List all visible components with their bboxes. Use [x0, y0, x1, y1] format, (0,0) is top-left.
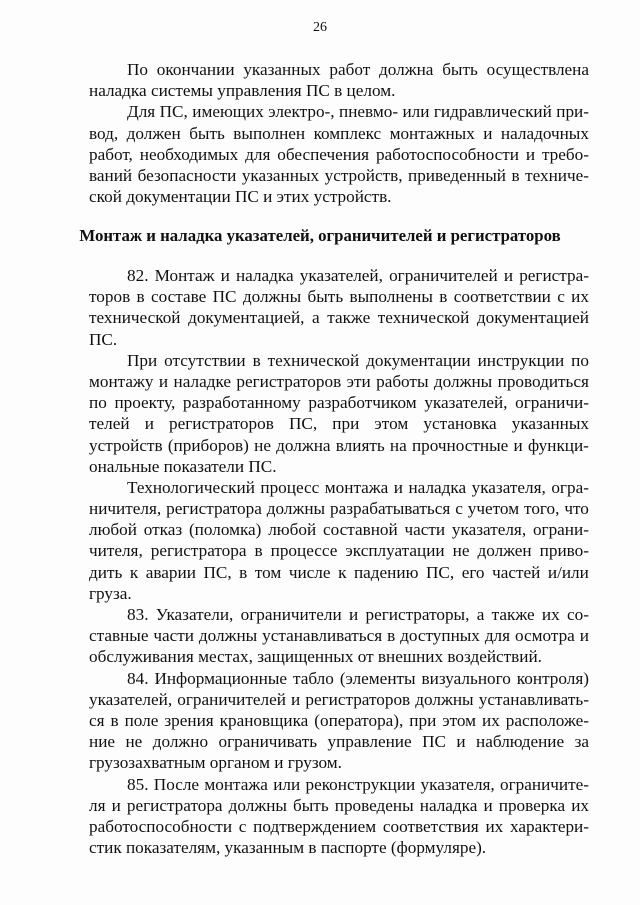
text-line: чителя, регистратора в процессе эксплуатации не должен приво- — [89, 541, 589, 561]
page-number: 26 — [313, 20, 327, 35]
text-line: указателей, ограничителей и регистраторов должны устанавливать- — [89, 689, 589, 709]
text-line: ваний безопасности указанных устройств, приведенный в техниче- — [89, 165, 589, 185]
text-line: 82. Монтаж и наладка указателей, ограничителей и регистра- — [127, 266, 589, 285]
text-line: По окончании указанных работ должна быть осуществлена — [127, 60, 589, 79]
section-heading: Монтаж и наладка указателей, ограничителей и регистраторов — [79, 226, 561, 245]
text-line: работоспособности с подтверждением соответствия их характери- — [89, 816, 589, 836]
text-line: наладка системы управления ПС в целом. — [89, 81, 396, 101]
text-line: ние не должно ограничивать управление ПС и наблюдение за — [89, 732, 589, 752]
text-line: ся в поле зрения крановщика (оператора), при этом их расположе- — [89, 710, 589, 730]
intro-paragraphs — [89, 59, 589, 207]
text-line: вод, должен быть выполнен комплекс монтажных и наладочных — [89, 123, 589, 143]
text-line: груза. — [89, 583, 132, 603]
body-paragraphs — [89, 265, 589, 858]
text-line: устройств (приборов) не должна влиять на прочностные и функци- — [89, 435, 589, 455]
text-line: ской документации ПС и этих устройств. — [89, 187, 392, 207]
text-line: ПС. — [89, 329, 118, 349]
text-line: торов в составе ПС должны быть выполнены в соответствии с их — [89, 287, 589, 307]
text-line: 85. После монтажа или реконструкции указателя, ограничите- — [127, 774, 589, 794]
text-line: ональные показатели ПС. — [89, 456, 277, 476]
text-line: обслуживания местах, защищенных от внешних воздействий. — [89, 647, 542, 667]
text-line: стик показателям, указанным в паспорте (формуляре). — [89, 838, 487, 858]
text-line: ничителя, регистратора должны разрабатываться с учетом того, что — [89, 499, 589, 519]
text-line: телей и регистраторов ПС, при этом установка указанных — [89, 414, 589, 434]
text-line: 83. Указатели, ограничители и регистраторы, а также их со- — [127, 605, 589, 624]
text-line: Технологический процесс монтажа и наладка указателя, огра- — [127, 477, 589, 497]
text-line: дить к аварии ПС, в том числе к падению ПС, его частей и/или — [89, 562, 589, 582]
text-line: технической документацией, а также технической документацией — [89, 308, 589, 328]
text-line: грузозахватным органом и грузом. — [89, 753, 342, 773]
text-line: монтажу и наладке регистраторов эти работы должны проводиться — [89, 371, 589, 391]
text-line: ставные части должны устанавливаться в доступных для осмотра и — [89, 626, 589, 646]
text-line: При отсутствии в технической документации инструкции по — [127, 350, 589, 370]
text-line: по проекту, разработанному разработчиком указателей, ограничи- — [89, 393, 589, 413]
text-line: Для ПС, имеющих электро-, пневмо- или гидравлический при- — [127, 102, 589, 122]
text-line: работ, необходимых для обеспечения работоспособности и требо- — [89, 144, 589, 164]
text-line: 84. Информационные табло (элементы визуального контроля) — [127, 668, 589, 688]
text-line: ля и регистратора должны быть проведены наладка и проверка их — [89, 795, 589, 815]
text-line: любой отказ (поломка) любой составной части указателя, ограни- — [89, 520, 589, 540]
